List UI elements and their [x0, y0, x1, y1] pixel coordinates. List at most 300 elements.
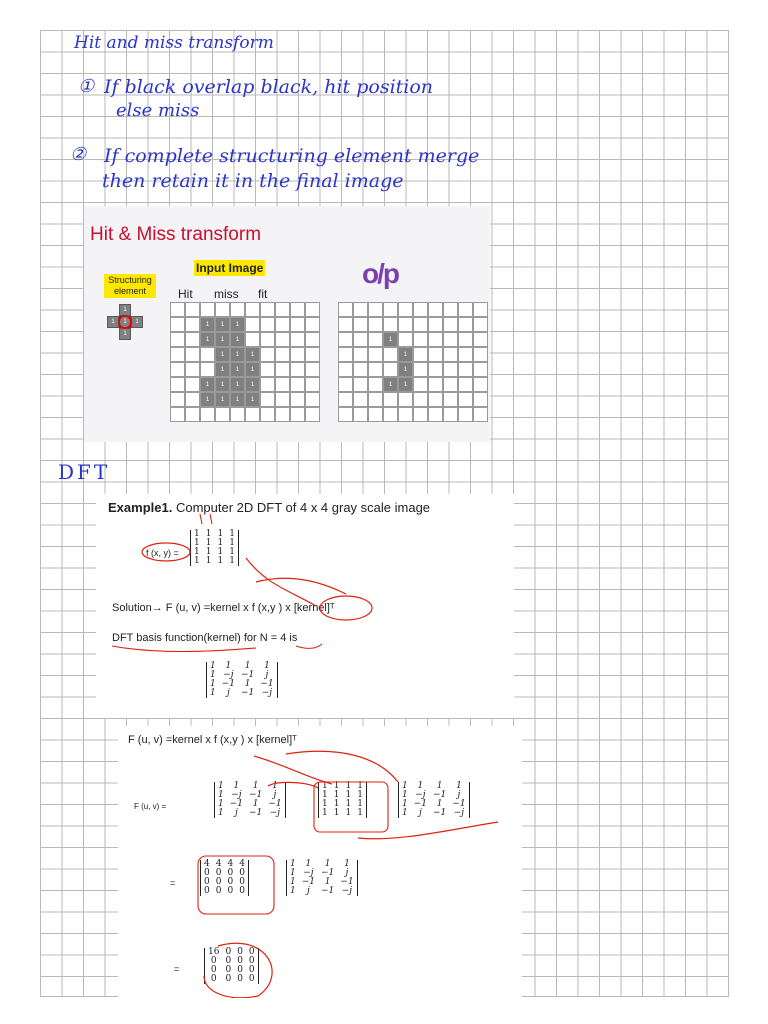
kernel-matrix-entry: −1 [229, 799, 244, 809]
kernel-matrix-entry: −j [415, 790, 426, 800]
intermediate-matrix-entry: 0 [204, 868, 210, 878]
kernel-matrix-entry: 1 [218, 790, 224, 800]
formula-line: F (u, v) =kernel x f (x,y ) x [kernel]ᵀ [128, 734, 297, 746]
input-grid-cell: 1 [245, 392, 260, 407]
input-matrix-entry: 1 [205, 547, 212, 557]
input-grid-cell [185, 317, 200, 332]
kernel-matrix-entry: j [418, 808, 422, 818]
intermediate-matrix-entry: 0 [227, 868, 234, 878]
result-matrix-entry: 0 [225, 974, 232, 984]
input-grid-cell [200, 407, 215, 422]
kernel-matrix-entry: −1 [452, 799, 466, 809]
input-grid-cell [290, 302, 305, 317]
kernel-matrix-entry: 1 [290, 877, 296, 887]
intermediate-matrix-entry: 0 [227, 886, 234, 896]
kernel-matrix-entry: −1 [433, 790, 447, 800]
kernel-matrix-entry: j [226, 688, 230, 698]
output-grid-cell [338, 317, 353, 332]
input-matrix-entry: 1 [205, 529, 212, 539]
result-matrix-entry: 0 [237, 974, 243, 984]
input-grid-cell [290, 332, 305, 347]
kernel-matrix-entry: j [306, 886, 310, 896]
output-grid-cell [338, 392, 353, 407]
ones-matrix-entry: 1 [333, 808, 340, 818]
input-grid-cell [275, 347, 290, 362]
output-grid-cell [443, 302, 458, 317]
kernel-matrix-entry: 1 [252, 781, 259, 791]
output-grid-cell [473, 392, 488, 407]
output-grid-cell [353, 377, 368, 392]
kernel-matrix-entry: 1 [290, 886, 296, 896]
input-matrix-entry: 1 [229, 556, 235, 566]
input-matrix-entry: 1 [194, 538, 200, 548]
intermediate-matrix-entry: 0 [215, 877, 222, 887]
input-grid-cell [200, 362, 215, 377]
miss-label: miss [214, 287, 239, 301]
se-center-circle [100, 304, 160, 344]
output-grid-cell [428, 347, 443, 362]
output-grid-cell [413, 407, 428, 422]
kernel-matrix-entry: 1 [456, 781, 462, 791]
equals-sign-1: = [170, 878, 176, 888]
output-grid-cell [413, 392, 428, 407]
output-grid-cell [383, 317, 398, 332]
input-grid-cell [170, 302, 185, 317]
ones-matrix-entry: 1 [333, 799, 340, 809]
input-grid-cell [275, 302, 290, 317]
ones-matrix-entry: 1 [322, 781, 328, 791]
output-grid-cell [428, 332, 443, 347]
output-grid-cell [473, 347, 488, 362]
input-grid-cell [260, 392, 275, 407]
input-grid-cell [185, 407, 200, 422]
input-grid-cell: 1 [215, 347, 230, 362]
output-grid-cell [338, 377, 353, 392]
output-grid-cell [443, 332, 458, 347]
input-matrix-entry: 1 [229, 529, 235, 539]
output-grid-cell [368, 392, 383, 407]
input-grid-cell [290, 392, 305, 407]
output-grid-cell [458, 347, 473, 362]
input-grid-cell [260, 317, 275, 332]
result-matrix-entry: 0 [248, 956, 255, 966]
output-grid-cell [443, 407, 458, 422]
input-matrix-entry: 1 [217, 529, 224, 539]
input-matrix-entry: 1 [205, 556, 212, 566]
result-matrix-entry: 0 [237, 965, 243, 975]
kernel-matrix-entry: 1 [210, 688, 216, 698]
kernel-matrix-entry: 1 [290, 868, 296, 878]
output-grid-cell [443, 392, 458, 407]
kernel-matrix-entry: 1 [417, 781, 424, 791]
input-grid-cell: 1 [230, 392, 245, 407]
intermediate-matrix-entry: 0 [204, 877, 210, 887]
output-grid-cell [428, 362, 443, 377]
ones-matrix-entry: 1 [345, 781, 352, 791]
kernel-matrix-entry: 1 [324, 859, 331, 869]
output-grid-cell [473, 407, 488, 422]
intermediate-matrix-entry: 4 [239, 859, 245, 869]
red-annotations [118, 726, 522, 998]
output-grid-cell [473, 362, 488, 377]
input-grid-cell: 1 [215, 377, 230, 392]
kernel-matrix-entry: 1 [252, 799, 259, 809]
solution-line: Solution→ F (u, v) =kernel x f (x,y ) x [kernel]ᵀ [112, 602, 335, 614]
output-grid-cell [458, 392, 473, 407]
intermediate-matrix-entry: 0 [239, 886, 245, 896]
kernel-matrix-entry: −1 [413, 799, 428, 809]
output-grid-cell [368, 407, 383, 422]
input-grid-cell [170, 377, 185, 392]
output-grid-cell [458, 317, 473, 332]
kernel-matrix-entry: j [265, 670, 269, 680]
input-grid-cell [290, 377, 305, 392]
result-matrix-entry: 0 [237, 956, 243, 966]
output-grid-cell [428, 317, 443, 332]
output-grid-cell [368, 317, 383, 332]
output-grid-cell [398, 407, 413, 422]
kernel-matrix-entry: −1 [249, 790, 263, 800]
result-matrix-entry: 0 [210, 956, 217, 966]
red-annotations [96, 494, 514, 718]
kernel-matrix-entry: j [234, 808, 238, 818]
example-heading-bold: Example1. [108, 500, 173, 515]
kernel-matrix-entry: 1 [436, 799, 443, 809]
input-grid-cell [200, 347, 215, 362]
input-matrix-entry: 1 [217, 547, 224, 557]
kernel-matrix-entry: 1 [344, 859, 350, 869]
input-grid-cell [275, 392, 290, 407]
kernel-matrix-entry: 1 [210, 679, 216, 689]
basis-line: DFT basis function(kernel) for N = 4 is [112, 632, 298, 644]
F-uv-label: F (u, v) = [134, 802, 167, 811]
dft-heading: DFT [58, 460, 111, 484]
output-grid-cell [458, 332, 473, 347]
input-grid-cell [275, 317, 290, 332]
ones-matrix-entry: 1 [333, 790, 340, 800]
input-grid-cell: 1 [245, 347, 260, 362]
output-grid-cell [383, 347, 398, 362]
output-grid-cell [353, 302, 368, 317]
intermediate-matrix-entry: 0 [215, 868, 222, 878]
output-grid-cell [398, 392, 413, 407]
kernel-matrix-entry: 1 [244, 679, 251, 689]
ones-matrix-entry: 1 [322, 799, 328, 809]
result-matrix-entry: 0 [210, 974, 217, 984]
input-grid-cell [245, 317, 260, 332]
input-grid-cell [275, 407, 290, 422]
fxy-label: f (x, y) = [146, 548, 179, 558]
output-grid-cell: 1 [383, 377, 398, 392]
input-grid-cell [260, 332, 275, 347]
input-grid-cell [170, 332, 185, 347]
point1-line2: else miss [116, 100, 200, 121]
output-grid-cell [383, 362, 398, 377]
kernel-matrix-entry: 1 [210, 670, 216, 680]
se-cell-value: 1 [123, 319, 127, 325]
output-label: o/p [362, 258, 398, 289]
kernel-matrix-entry: 1 [402, 799, 408, 809]
output-grid-cell [353, 347, 368, 362]
output-grid-cell [368, 302, 383, 317]
kernel-matrix-entry: −1 [301, 877, 316, 887]
output-grid-cell [353, 362, 368, 377]
fit-label: fit [258, 287, 268, 301]
output-grid-cell [353, 332, 368, 347]
point2-line2: then retain it in the final image [102, 170, 404, 192]
output-grid-cell [368, 332, 383, 347]
output-grid-cell [413, 317, 428, 332]
ones-matrix-entry: 1 [322, 808, 328, 818]
input-grid-cell [290, 317, 305, 332]
intermediate-matrix-entry: 0 [204, 886, 210, 896]
intermediate-matrix-entry: 4 [227, 859, 234, 869]
result-matrix-entry: 0 [248, 974, 255, 984]
kernel-matrix-entry: j [345, 868, 349, 878]
intermediate-matrix-entry: 0 [227, 877, 234, 887]
input-grid-cell: 1 [200, 332, 215, 347]
kernel-matrix-entry: 1 [290, 859, 296, 869]
dft-computation-snippet [118, 726, 522, 998]
output-grid-cell [353, 407, 368, 422]
input-grid-cell [260, 362, 275, 377]
input-matrix-entry: 1 [205, 538, 212, 548]
intermediate-matrix-entry: 0 [215, 886, 222, 896]
input-grid-cell [170, 347, 185, 362]
input-grid-cell [260, 302, 275, 317]
kernel-matrix-entry: 1 [225, 661, 232, 671]
kernel-matrix-entry: −1 [321, 868, 335, 878]
input-grid-cell: 1 [230, 377, 245, 392]
kernel-matrix-entry: −j [261, 688, 273, 698]
output-grid-cell [368, 347, 383, 362]
kernel-matrix-entry: 1 [305, 859, 312, 869]
output-grid-cell [443, 362, 458, 377]
structuring-element-label: Structuring element [104, 274, 156, 298]
input-matrix-entry: 1 [229, 547, 235, 557]
input-grid-cell: 1 [230, 347, 245, 362]
input-grid-cell [230, 302, 245, 317]
input-image-label: Input Image [196, 261, 264, 275]
output-grid-cell [458, 362, 473, 377]
input-grid-cell [185, 332, 200, 347]
kernel-matrix-entry: 1 [402, 808, 408, 818]
input-grid-cell [275, 362, 290, 377]
input-grid-cell: 1 [230, 317, 245, 332]
output-grid-cell: 1 [398, 377, 413, 392]
kernel-matrix-entry: 1 [218, 799, 224, 809]
input-grid-cell [185, 362, 200, 377]
ones-matrix-entry: 1 [357, 790, 363, 800]
kernel-matrix-entry: −1 [249, 808, 263, 818]
kernel-matrix-entry: 1 [402, 781, 408, 791]
input-grid-cell [215, 302, 230, 317]
output-grid-cell [428, 392, 443, 407]
kernel-matrix-entry: −1 [260, 679, 274, 689]
kernel-matrix-entry: j [457, 790, 461, 800]
input-grid-cell: 1 [200, 377, 215, 392]
input-grid-cell [170, 407, 185, 422]
output-grid-cell [338, 302, 353, 317]
output-grid-cell [413, 347, 428, 362]
kernel-matrix-entry: 1 [436, 781, 443, 791]
input-grid-cell: 1 [230, 332, 245, 347]
output-grid-cell [443, 377, 458, 392]
output-grid-cell [353, 317, 368, 332]
input-grid-cell: 1 [215, 317, 230, 332]
kernel-matrix-entry: −1 [221, 679, 236, 689]
ones-matrix-entry: 1 [322, 790, 328, 800]
intermediate-matrix-entry: 0 [239, 877, 245, 887]
kernel-matrix-entry: −j [453, 808, 465, 818]
input-grid-cell [215, 407, 230, 422]
se-cell-value: 1 [123, 307, 127, 313]
notes-title: Hit and miss transform [74, 33, 274, 53]
input-image-grid [170, 302, 320, 422]
result-matrix-entry: 0 [248, 965, 255, 975]
kernel-matrix-entry: 1 [233, 781, 240, 791]
point2-line1: If complete structuring element merge [104, 145, 480, 167]
hit-label: Hit [178, 287, 193, 301]
equals-sign-2: = [174, 964, 180, 974]
output-grid-cell [473, 332, 488, 347]
output-grid-cell [398, 302, 413, 317]
output-grid-cell [428, 377, 443, 392]
output-grid-cell [398, 317, 413, 332]
input-grid-cell [305, 407, 320, 422]
input-matrix-entry: 1 [194, 556, 200, 566]
ones-matrix-entry: 1 [345, 808, 352, 818]
input-grid-cell [170, 317, 185, 332]
input-grid-cell [185, 377, 200, 392]
input-grid-cell: 1 [215, 392, 230, 407]
input-grid-cell: 1 [245, 377, 260, 392]
output-grid-cell [338, 347, 353, 362]
output-grid-cell [383, 407, 398, 422]
hit-miss-title: Hit & Miss transform [90, 224, 262, 245]
kernel-matrix-entry: −1 [321, 886, 335, 896]
ones-matrix-entry: 1 [345, 799, 352, 809]
result-matrix-entry: 0 [237, 947, 243, 957]
input-grid-cell [170, 362, 185, 377]
output-grid-cell [383, 392, 398, 407]
kernel-matrix-entry: −j [223, 670, 234, 680]
output-grid-cell [473, 302, 488, 317]
output-grid-cell: 1 [398, 362, 413, 377]
result-matrix-entry: 0 [210, 965, 217, 975]
input-grid-cell [305, 362, 320, 377]
output-grid-cell [383, 302, 398, 317]
se-cell-value: 1 [135, 319, 139, 325]
result-matrix-entry: 0 [248, 947, 255, 957]
output-grid-cell [353, 392, 368, 407]
kernel-matrix-entry: −1 [433, 808, 447, 818]
kernel-matrix-entry: 1 [264, 661, 270, 671]
input-grid-cell: 1 [230, 362, 245, 377]
input-grid-cell [260, 407, 275, 422]
input-grid-cell [170, 392, 185, 407]
ones-matrix-entry: 1 [357, 781, 363, 791]
result-matrix-entry: 0 [225, 947, 232, 957]
output-grid-cell [413, 302, 428, 317]
input-grid-cell [290, 407, 305, 422]
output-grid-cell [443, 347, 458, 362]
kernel-matrix-entry: 1 [218, 781, 224, 791]
input-grid-cell [245, 302, 260, 317]
input-grid-cell [245, 407, 260, 422]
output-grid-cell [368, 377, 383, 392]
kernel-matrix-entry: −j [341, 886, 353, 896]
intermediate-matrix-entry: 0 [239, 868, 245, 878]
kernel-matrix-entry: −1 [241, 688, 255, 698]
point1-number: ① [78, 76, 95, 97]
input-grid-cell [290, 362, 305, 377]
output-grid-cell: 1 [398, 347, 413, 362]
output-image-grid [338, 302, 488, 422]
output-grid-cell: 1 [383, 332, 398, 347]
ones-matrix-entry: 1 [345, 790, 352, 800]
intermediate-matrix-entry: 4 [215, 859, 222, 869]
se-cell-value: 1 [123, 331, 127, 337]
kernel-matrix-entry: 1 [244, 661, 251, 671]
kernel-matrix-entry: j [273, 790, 277, 800]
input-grid-cell: 1 [215, 362, 230, 377]
se-cell-value: 1 [111, 319, 115, 325]
output-grid-cell [458, 302, 473, 317]
input-grid-cell [275, 332, 290, 347]
input-grid-cell [230, 407, 245, 422]
kernel-matrix-entry: 1 [218, 808, 224, 818]
output-grid-cell [413, 377, 428, 392]
kernel-matrix-entry: 1 [402, 790, 408, 800]
ones-matrix-entry: 1 [357, 808, 363, 818]
intermediate-matrix-entry: 4 [204, 859, 210, 869]
ones-matrix-entry: 1 [333, 781, 340, 791]
output-grid-cell [458, 377, 473, 392]
input-grid-cell [185, 302, 200, 317]
output-grid-cell [338, 362, 353, 377]
input-grid-cell [245, 332, 260, 347]
output-grid-cell [398, 332, 413, 347]
input-grid-cell [305, 392, 320, 407]
output-grid-cell [473, 317, 488, 332]
input-grid-cell [290, 347, 305, 362]
kernel-matrix-entry: −j [303, 868, 314, 878]
kernel-matrix-entry: 1 [210, 661, 216, 671]
output-grid-cell [428, 302, 443, 317]
input-grid-cell [260, 347, 275, 362]
output-grid-cell [473, 377, 488, 392]
input-grid-cell: 1 [245, 362, 260, 377]
input-grid-cell [260, 377, 275, 392]
result-matrix-entry: 0 [225, 956, 232, 966]
kernel-matrix-entry: −1 [241, 670, 255, 680]
input-matrix-entry: 1 [217, 538, 224, 548]
input-grid-cell [305, 347, 320, 362]
point1-line1: If black overlap black, hit position [104, 76, 434, 98]
dft-example-snippet [96, 494, 514, 718]
hit-miss-image [84, 206, 490, 442]
input-grid-cell: 1 [200, 392, 215, 407]
input-matrix-entry: 1 [229, 538, 235, 548]
input-grid-cell: 1 [215, 332, 230, 347]
ones-matrix-entry: 1 [357, 799, 363, 809]
example-heading-text: Computer 2D DFT of 4 x 4 gray scale image [175, 500, 431, 515]
output-grid-cell [338, 332, 353, 347]
input-grid-cell [200, 302, 215, 317]
kernel-matrix-entry: 1 [272, 781, 278, 791]
input-grid-cell: 1 [200, 317, 215, 332]
